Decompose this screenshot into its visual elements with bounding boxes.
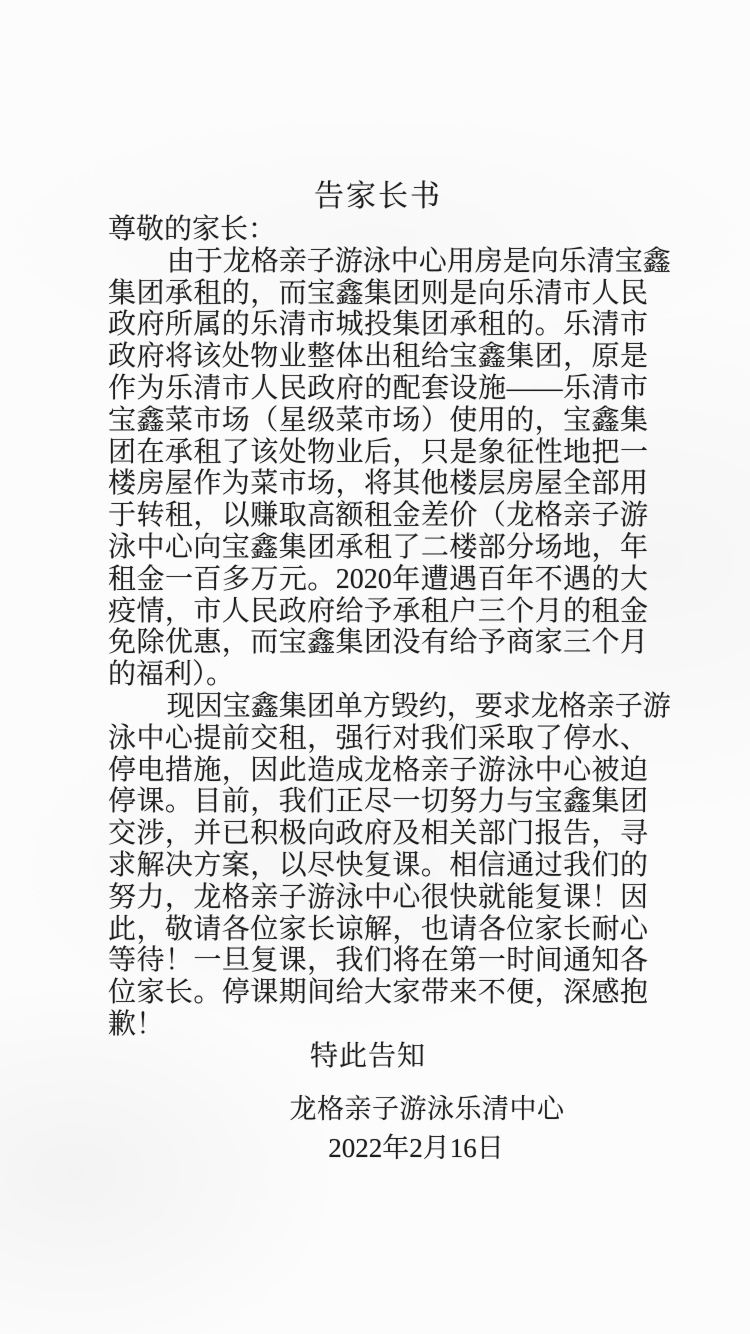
text-line: 疫情，市人民政府给予承租户三个月的租金 [108, 595, 648, 627]
text-line: 交涉，并已积极向政府及相关部门报告，寻 [108, 818, 648, 850]
text-line: 团在承租了该处物业后，只是象征性地把一 [108, 436, 648, 468]
text-line: 的福利）。 [108, 659, 235, 691]
text-line: 停课。目前，我们正尽一切努力与宝鑫集团 [108, 786, 648, 818]
closing-phrase: 特此告知 [309, 1040, 426, 1072]
salutation: 尊敬的家长： [108, 214, 277, 245]
text-line: 泳中心向宝鑫集团承租了二楼部分场地，年 [108, 531, 648, 563]
document-content [108, 0, 671, 1167]
text-line: 现因宝鑫集团单方毁约，要求龙格亲子游 [166, 690, 671, 722]
signature-date: 2022年2月16日 [328, 1132, 504, 1163]
signature-block [108, 1089, 648, 1167]
text-line: 努力，龙格亲子游泳中心很快就能复课！因 [108, 881, 648, 913]
text-line: 此，敬请各位家长谅解，也请各位家长耐心 [108, 913, 648, 945]
text-line: 作为乐清市人民政府的配套设施——乐清市 [108, 372, 648, 404]
body-paragraphs [108, 245, 671, 1041]
text-line: 由于龙格亲子游泳中心用房是向乐清宝鑫 [166, 245, 671, 277]
text-line: 歉！ [108, 1008, 165, 1040]
text-line: 泳中心提前交租，强行对我们采取了停水、 [108, 722, 648, 754]
text-line: 停电措施，因此造成龙格亲子游泳中心被迫 [108, 754, 648, 786]
text-line: 于转租，以赚取高额租金差价（龙格亲子游 [108, 500, 648, 532]
signature-name: 龙格亲子游泳乐清中心 [289, 1093, 565, 1124]
paragraph [108, 690, 671, 1041]
text-line: 政府将该处物业整体出租给宝鑫集团，原是 [108, 341, 648, 373]
text-line: 集团承租的，而宝鑫集团则是向乐清市人民 [108, 277, 648, 309]
text-line: 楼房屋作为菜市场，将其他楼层房屋全部用 [108, 468, 648, 500]
text-line: 宝鑫菜市场（星级菜市场）使用的，宝鑫集 [108, 404, 648, 436]
text-line: 租金一百多万元。2020年遭遇百年不遇的大 [108, 563, 648, 595]
text-line: 政府所属的乐清市城投集团承租的。乐清市 [108, 309, 648, 341]
text-line: 等待！一旦复课，我们将在第一时间通知各 [108, 945, 648, 977]
text-line: 求解决方案，以尽快复课。相信通过我们的 [108, 849, 648, 881]
text-line: 免除优惠，而宝鑫集团没有给予商家三个月 [108, 627, 648, 659]
document-title: 告家长书 [314, 180, 442, 213]
paragraph [108, 245, 671, 691]
text-line: 位家长。停课期间给大家带来不便，深感抱 [108, 977, 648, 1009]
